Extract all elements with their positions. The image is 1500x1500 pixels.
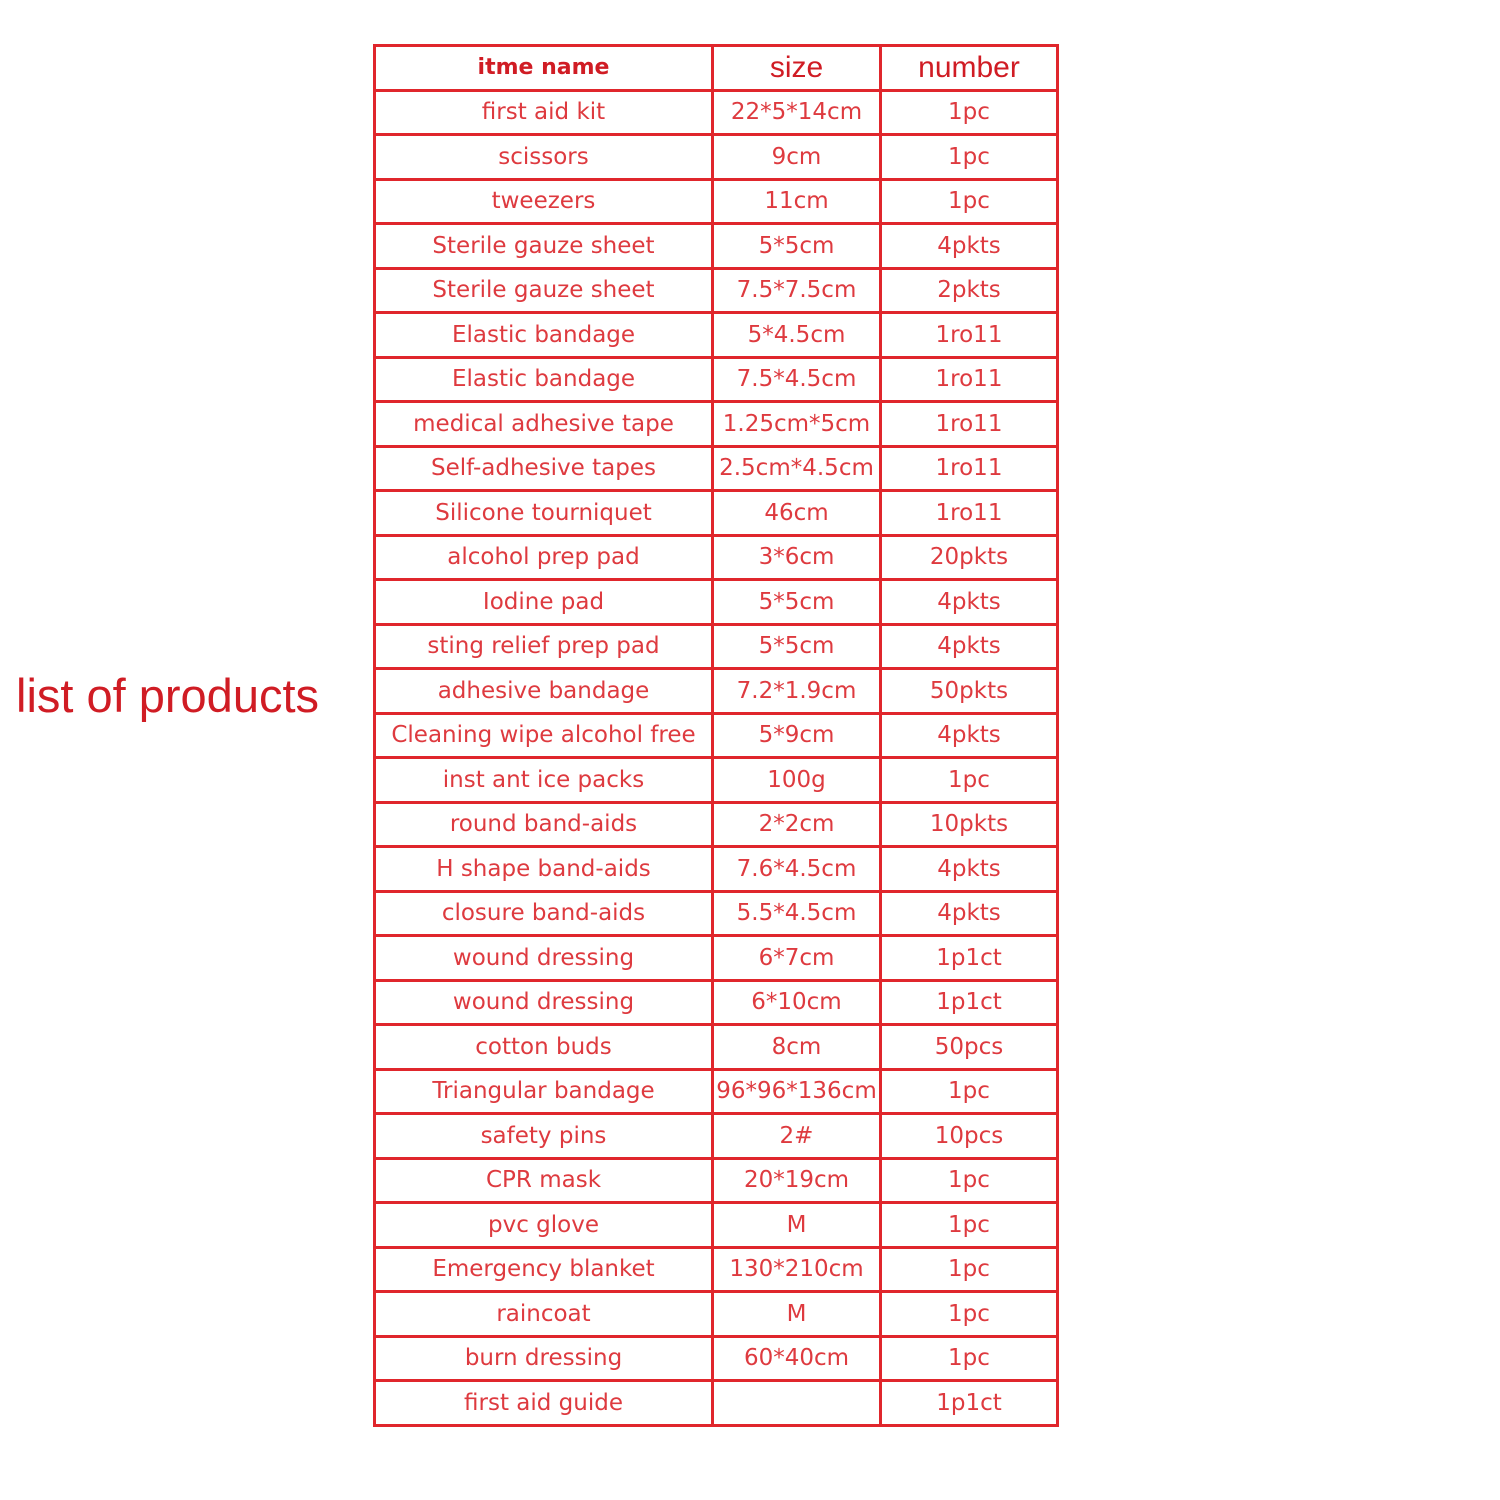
table-row [375,357,1058,402]
table-row [375,1203,1058,1248]
cell-item-name: Sterile gauze sheet [375,224,713,269]
header-row [375,46,1058,91]
cell-item-name: first aid guide [375,1381,713,1426]
cell-size: 6*7cm [713,936,881,981]
cell-number: 1p1ct [881,936,1058,981]
cell-item-name: Iodine pad [375,580,713,625]
cell-number: 1ro11 [881,446,1058,491]
cell-size: 7.5*7.5cm [713,268,881,313]
table-row [375,936,1058,981]
cell-size: 5*5cm [713,624,881,669]
cell-size: 2*2cm [713,802,881,847]
cell-item-name: sting relief prep pad [375,624,713,669]
cell-size: 7.5*4.5cm [713,357,881,402]
cell-number: 1ro11 [881,313,1058,358]
table-row [375,179,1058,224]
cell-number: 1pc [881,179,1058,224]
cell-number: 1p1ct [881,1381,1058,1426]
page-title: list of products [16,669,320,722]
cell-size: 6*10cm [713,980,881,1025]
cell-size: 11cm [713,179,881,224]
cell-size: 130*210cm [713,1247,881,1292]
header-number: number [881,46,1058,91]
cell-number: 20pkts [881,535,1058,580]
cell-item-name: wound dressing [375,980,713,1025]
table-row [375,90,1058,135]
table-row [375,802,1058,847]
table-row [375,1247,1058,1292]
table-row [375,135,1058,180]
table-row [375,224,1058,269]
cell-item-name: safety pins [375,1114,713,1159]
table-row [375,1158,1058,1203]
cell-item-name: tweezers [375,179,713,224]
cell-number: 10pcs [881,1114,1058,1159]
cell-size: M [713,1203,881,1248]
cell-item-name: closure band-aids [375,891,713,936]
table-row [375,402,1058,447]
cell-item-name: round band-aids [375,802,713,847]
table-row [375,847,1058,892]
cell-size: 46cm [713,491,881,536]
cell-size: 9cm [713,135,881,180]
cell-item-name: medical adhesive tape [375,402,713,447]
header-item-name: itme name [375,46,713,91]
cell-item-name: Elastic bandage [375,313,713,358]
table-row [375,535,1058,580]
cell-size: 1.25cm*5cm [713,402,881,447]
cell-number: 2pkts [881,268,1058,313]
cell-number: 4pkts [881,224,1058,269]
cell-size: M [713,1292,881,1337]
cell-number: 10pkts [881,802,1058,847]
cell-number: 50pkts [881,669,1058,714]
cell-number: 4pkts [881,891,1058,936]
cell-size: 2# [713,1114,881,1159]
cell-number: 1pc [881,90,1058,135]
cell-size: 5*5cm [713,580,881,625]
cell-number: 50pcs [881,1025,1058,1070]
table-row [375,669,1058,714]
table-row [375,1069,1058,1114]
cell-item-name: adhesive bandage [375,669,713,714]
table-row [375,446,1058,491]
table-row [375,1292,1058,1337]
cell-number: 1ro11 [881,357,1058,402]
cell-size: 8cm [713,1025,881,1070]
product-table [373,44,1059,1427]
cell-item-name: burn dressing [375,1336,713,1381]
table-row [375,268,1058,313]
cell-item-name: Emergency blanket [375,1247,713,1292]
cell-number: 1ro11 [881,402,1058,447]
table-row [375,980,1058,1025]
table-row [375,1114,1058,1159]
cell-size: 100g [713,758,881,803]
cell-item-name: CPR mask [375,1158,713,1203]
cell-item-name: first aid kit [375,90,713,135]
cell-size: 60*40cm [713,1336,881,1381]
table-row [375,313,1058,358]
cell-size [713,1381,881,1426]
cell-number: 4pkts [881,580,1058,625]
cell-number: 1pc [881,1292,1058,1337]
cell-item-name: Elastic bandage [375,357,713,402]
cell-item-name: Cleaning wipe alcohol free [375,713,713,758]
cell-item-name: H shape band-aids [375,847,713,892]
table-row [375,1025,1058,1070]
cell-number: 1pc [881,1203,1058,1248]
table-row [375,713,1058,758]
cell-size: 3*6cm [713,535,881,580]
table-row [375,624,1058,669]
cell-item-name: Sterile gauze sheet [375,268,713,313]
cell-size: 22*5*14cm [713,90,881,135]
cell-item-name: inst ant ice packs [375,758,713,803]
cell-size: 5*4.5cm [713,313,881,358]
cell-size: 5.5*4.5cm [713,891,881,936]
cell-number: 1pc [881,758,1058,803]
cell-number: 1pc [881,1247,1058,1292]
cell-item-name: cotton buds [375,1025,713,1070]
cell-size: 7.2*1.9cm [713,669,881,714]
cell-number: 4pkts [881,713,1058,758]
cell-number: 1pc [881,135,1058,180]
cell-number: 1p1ct [881,980,1058,1025]
cell-item-name: alcohol prep pad [375,535,713,580]
table-row [375,891,1058,936]
table-row [375,758,1058,803]
table-row [375,1336,1058,1381]
header-size: size [713,46,881,91]
cell-number: 1pc [881,1158,1058,1203]
cell-number: 1pc [881,1336,1058,1381]
table-row [375,580,1058,625]
cell-size: 7.6*4.5cm [713,847,881,892]
cell-item-name: pvc glove [375,1203,713,1248]
cell-item-name: Self-adhesive tapes [375,446,713,491]
cell-size: 2.5cm*4.5cm [713,446,881,491]
cell-item-name: wound dressing [375,936,713,981]
cell-number: 1ro11 [881,491,1058,536]
cell-number: 4pkts [881,624,1058,669]
cell-number: 1pc [881,1069,1058,1114]
cell-item-name: Silicone tourniquet [375,491,713,536]
cell-item-name: Triangular bandage [375,1069,713,1114]
table-row [375,1381,1058,1426]
cell-size: 5*5cm [713,224,881,269]
cell-number: 4pkts [881,847,1058,892]
cell-size: 5*9cm [713,713,881,758]
table-row [375,491,1058,536]
cell-item-name: scissors [375,135,713,180]
cell-size: 20*19cm [713,1158,881,1203]
cell-size: 96*96*136cm [713,1069,881,1114]
cell-item-name: raincoat [375,1292,713,1337]
